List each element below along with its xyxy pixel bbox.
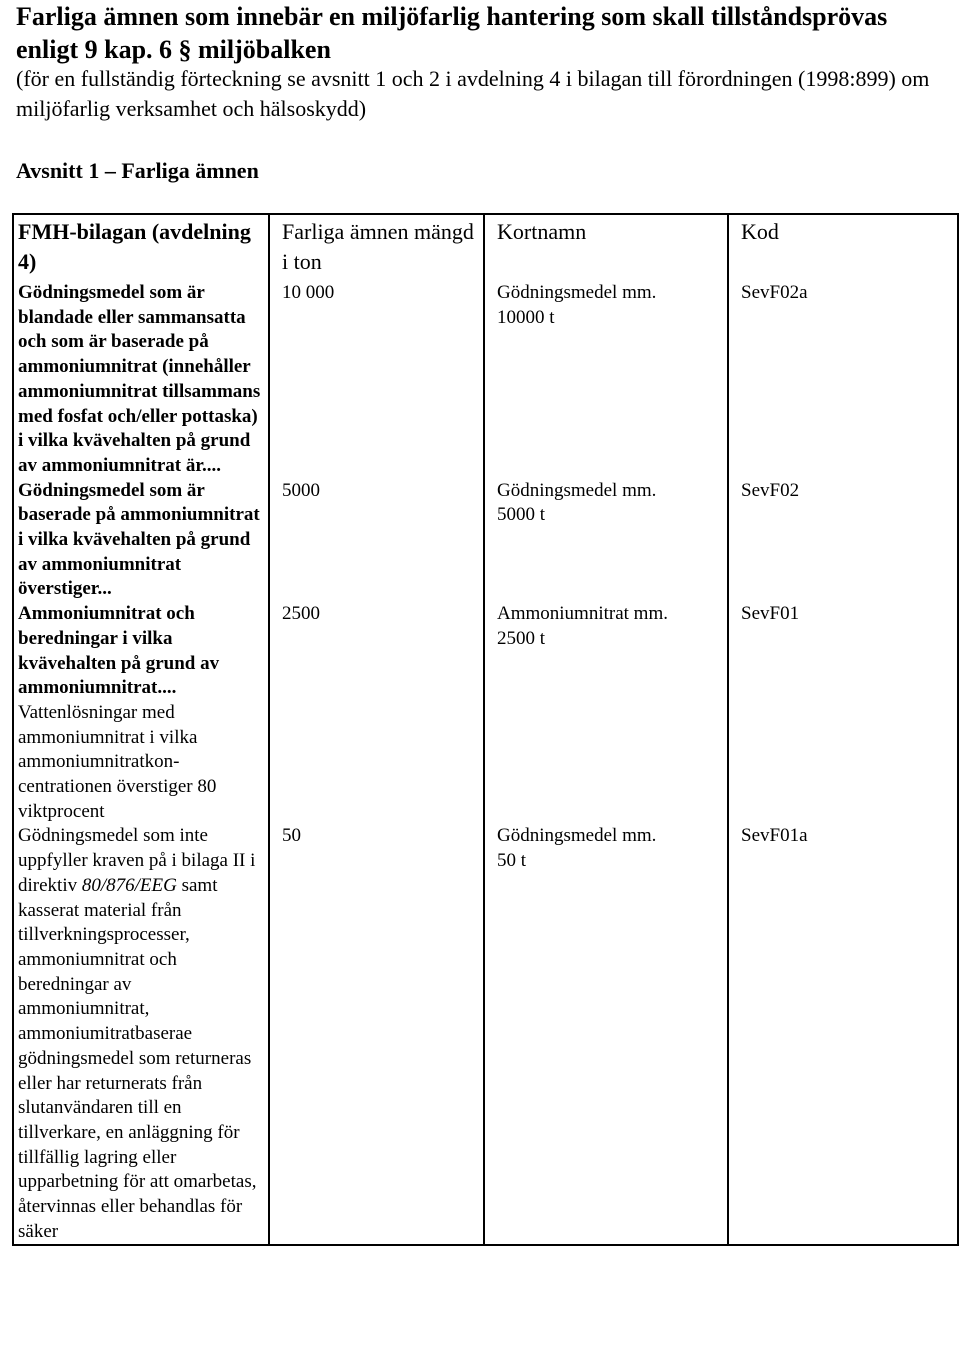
row-amount: 50 bbox=[269, 824, 484, 1245]
table-header-row bbox=[13, 214, 958, 281]
header-kortnamn: Kortnamn bbox=[484, 214, 728, 281]
row-code: SevF01 bbox=[728, 602, 958, 824]
directive-reference: 80/876/EEG bbox=[81, 874, 177, 896]
short-name-quantity: 10000 t bbox=[497, 306, 555, 328]
row-short-name bbox=[484, 479, 728, 603]
short-name-label: Gödningsmedel mm. bbox=[497, 282, 657, 303]
hazardous-substances-table bbox=[12, 213, 959, 1246]
row-short-name bbox=[484, 281, 728, 479]
row-description: Gödningsmedel som är blandade eller sammansatta och som är baserade på ammoniumnitrat (innehåller ammoniumnitrat tillsammans med fosfat och/eller pottaska) i vilka kvävehalten på grund av ammoniumnitrat är.... bbox=[13, 281, 269, 479]
row-code: SevF02a bbox=[728, 281, 958, 479]
row-description-extra: Vattenlösningar med ammoniumnitrat i vilka ammoniumnitratkon-centrationen överstiger 80 viktprocent bbox=[18, 701, 217, 822]
short-name-quantity: 50 t bbox=[497, 850, 527, 872]
header-fmh-bilagan: FMH-bilagan (avdelning 4) bbox=[13, 214, 269, 281]
row-amount: 2500 bbox=[269, 602, 484, 824]
document-subtitle: (för en fullständig förteckning se avsnitt 1 och 2 i avdelning 4 i bilagan till förordningen (1998:899) om miljöfarlig verksamhet och hälsoskydd) bbox=[16, 66, 930, 121]
row-amount: 10 000 bbox=[269, 281, 484, 479]
row-amount: 5000 bbox=[269, 479, 484, 603]
row-description bbox=[13, 824, 269, 1245]
table-row bbox=[13, 479, 958, 603]
document-title: Farliga ämnen som innebär en miljöfarlig hantering som skall tillståndsprövas enligt 9 kap. 6 § miljöbalken bbox=[16, 2, 888, 64]
row-short-name bbox=[484, 824, 728, 1245]
row-short-name bbox=[484, 602, 728, 824]
short-name-label: Gödningsmedel mm. bbox=[497, 479, 657, 501]
row-description-part1: Gödningsmedel som inte uppfyller kraven på i bilaga II i direktiv bbox=[18, 825, 256, 896]
row-code: SevF01a bbox=[728, 824, 958, 1245]
short-name-label: Ammoniumnitrat mm. bbox=[497, 603, 668, 625]
table-row bbox=[13, 602, 958, 824]
table-row bbox=[13, 281, 958, 479]
row-code: SevF02 bbox=[728, 479, 958, 603]
short-name-quantity: 5000 t bbox=[497, 504, 546, 526]
table-row bbox=[13, 824, 958, 1245]
short-name-label: Gödningsmedel mm. bbox=[497, 825, 657, 847]
short-name-quantity: 2500 t bbox=[497, 627, 546, 649]
row-description-part2: samt kasserat material från tillverkningsprocesser, ammoniumnitrat och beredningar av ammoniumnitrat, ammoniumitratbaserae gödningsmedel som returneras eller har returnerats från slutanvändaren till en tillverkare, en anläggning för tillfällig lagring eller upparbetning för att omarbetas, återvinnas eller behandlas för säker bbox=[18, 874, 257, 1242]
row-description bbox=[13, 602, 269, 824]
header-kod: Kod bbox=[728, 214, 958, 281]
row-description-bold: Ammoniumnitrat och beredningar i vilka kvävehalten på grund av ammoniumnitrat.... bbox=[18, 603, 220, 699]
header-farliga-amnen: Farliga ämnen mängd i ton bbox=[269, 214, 484, 281]
section-heading: Avsnitt 1 – Farliga ämnen bbox=[16, 158, 259, 183]
row-description: Gödningsmedel som är baserade på ammoniumnitrat i vilka kvävehalten på grund av ammoniumnitrat överstiger... bbox=[13, 479, 269, 603]
